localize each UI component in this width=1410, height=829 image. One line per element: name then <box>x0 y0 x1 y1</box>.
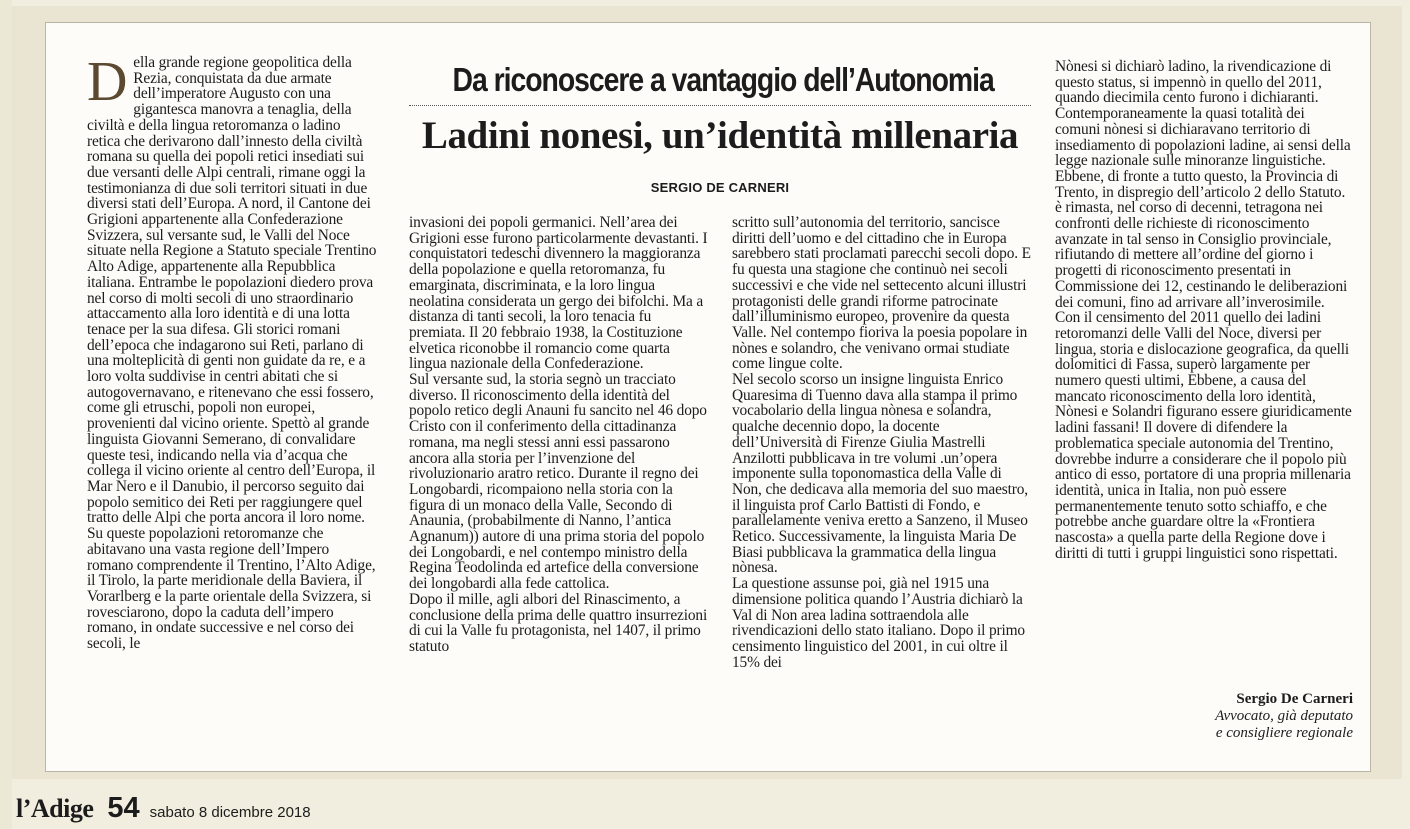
article-column-2 <box>409 215 709 655</box>
paragraph: Sul versante sud, la storia segnò un tracciato diverso. Il riconoscimento della identità del popolo retico degli Anauni fu sancito nel 46 dopo Cristo con il conferimento della cittadinanza romana, ma negli stessi anni essi passarono ancora alla storia per l’invenzione del rivoluzionario aratro retico. Durante il regno dei Longobardi, ricompaiono nella storia con la figura di un monaco della Valle, Secondo di Anaunia, (probabilmente di Nanno, l’antica Agnanum)) autore di una prima storia del popolo dei Longobardi, e nel contempo ministro della Regina Teodolinda ed artefice della conversione dei longobardi alla fede cattolica. <box>409 371 707 593</box>
paragraph: Ebbene, di fronte a tutto questo, la Provincia di Trento, in dispregio dell’articolo 2 dello Statuto. è rimasta, nel corso di decenni, tetragona nei confronti delle richieste di riconoscimento avanzate in tal senso in Consiglio provinciale, rifiutando di mettere all’ordine del giorno i progetti di riconoscimento presentati in Commissione dei 12, cestinando le deliberazioni dei comuni, fino ad arrivare all’inverosimile. Con il censimento del 2011 quello dei ladini retoromanzi delle Valli del Noce, diversi per lingua, storia e dislocazione geografica, da quelli dolomitici di Fassa, superò largamente per numero questi ultimi, Ebbene, a causa del mancato riconoscimento della loro identità, Nònesi e Solandri figurano essere giuridicamente ladini fassani! Il dovere di difendere la problematica speciale autonomia del Trentino, dovrebbe indurre a considerare che il popolo più antico di esso, portatore di una propria millenaria identità, unica in Italia, non può essere permanentemente tenuto sotto schiaffo, e che potrebbe anche guardare oltre la «Frontiera nascosta» a quella parte della Regione dove i diritti di tutti i gruppi linguistici sono rispettati. <box>1055 167 1352 562</box>
paragraph: Dopo il mille, agli albori del Rinascimento, a conclusione della prima delle quattro insurrezioni di cui la Valle fu protagonista, nel 1407, il primo statuto <box>409 590 708 655</box>
kicker-headline: Da riconoscere a vantaggio dell’Autonomia <box>452 61 994 98</box>
paragraph-text: ella grande regione geopolitica della Rezia, conquistata da due armate dell’imperatore Augusto con una gigantesca manovra a tenaglia, della civiltà e della lingua retoromanza o ladino retica che derivarono dall’innesto della civiltà romana su quella dei popoli retici insediati sui due versanti delle Alpi centrali, rimane oggi la testimonianza di due soli territori situati in due diversi stati dell’Europa. A nord, il Cantone dei Grigioni appartenente alla Confederazione Svizzera, sul versante sud, le Valli del Noce situate nella Regione a Statuto speciale Trentino Alto Adige, appartenente alla Repubblica italiana. Entrambe le popolazioni diedero prova nel corso di molti secoli di uno straordinario attaccamento alla loro identità e di una lotta tenace per la sua difesa. Gli storici romani dell’epoca che indagarono sui Reti, parlano di una molteplicità di genti non guidate da re, e a loro volta suddivise in centri abitati che si autogovernavano, e ritenevano che essi fossero, come gli etruschi, popoli non europei, provenienti dal vicino oriente. Spettò al grande linguista Giovanni Semerano, di convalidare queste tesi, indicando nella via d’acqua che collega il vicino oriente al centro dell’Europa, il Mar Nero e il Danubio, il percorso seguito dai popolo semitico dei Reti per raggiungere quel tratto delle Alpi che porta ancora il loro nome. <box>87 54 377 527</box>
signature-role <box>1055 708 1353 742</box>
page-margin-left <box>0 0 12 829</box>
page-footer <box>16 792 311 826</box>
article-title: Ladini nonesi, un’identità millenaria <box>421 114 1019 157</box>
article-clipping <box>45 22 1371 772</box>
paragraph: invasioni dei popoli germanici. Nell’area dei Grigioni esse furono particolarmente devastanti. I conquistatori tedeschi divennero la maggioranza della popolazione e quella retoromanza, fu emarginata, discriminata, e la loro lingua neolatina considerata un gergo dei bifolchi. Ma a distanza di tanti secoli, la loro tenacia fu premiata. Il 20 febbraio 1938, la Costituzione elvetica riconobbe il romancio come quarta lingua nazionale della Confederazione. <box>409 214 708 373</box>
paragraph: Nel secolo scorso un insigne linguista Enrico Quaresima di Tuenno dava alla stampa il primo vocabolario della lingua nònesa e solandra, qualche decennio dopo, la docente dell’Università di Firenze Giulia Mastrelli Anzilotti pubblicava in tre volumi .un’opera imponente sulla toponomastica della Valle di Non, che dedicava alla memoria del suo maestro, il linguista prof Carlo Battisti di Fondo, e parallelamente veniva eretto a Sanzeno, il Museo Retico. Successivamente, la linguista Maria De Biasi pubblicava la grammatica della lingua nònesa. <box>732 371 1028 577</box>
author-signature <box>1055 691 1353 742</box>
drop-cap: D <box>87 51 128 113</box>
signature-role-line-2: e consigliere regionale <box>1215 725 1353 741</box>
page-number: 54 <box>107 792 140 824</box>
paragraph: La questione assunse poi, già nel 1915 una dimensione politica quando l’Austria dichiarò la Val di Non area ladina sottraendola alle rivendicazioni dello stato italiano. Dopo il primo censimento linguistico del 2001, in cui oltre il 15% dei <box>732 575 1025 671</box>
newspaper-page <box>12 6 1402 779</box>
article-column-3 <box>732 215 1032 670</box>
headline-block <box>409 61 1031 158</box>
article-column-1 <box>87 51 377 653</box>
signature-role-line-1: Avvocato, già deputato <box>1215 708 1353 724</box>
article-column-4 <box>1055 59 1353 562</box>
signature-name: Sergio De Carneri <box>1236 691 1353 707</box>
first-paragraph <box>87 51 377 527</box>
issue-date: sabato 8 dicembre 2018 <box>149 804 311 821</box>
paragraph: scritto sull’autonomia del territorio, sancisce diritti dell’uomo e del cittadino che in Europa sarebbero stati proclamati parecchi secoli dopo. E fu questa una stagione che continuò nei secoli successivi e che vide nel settecento alcuni illustri protagonisti delle grandi riforme patrocinate dall’illuminismo europeo, provenire da questa Valle. Nel contempo fioriva la poesia popolare in nònes e solandro, che venivano ormai studiate come lingue colte. <box>732 214 1031 373</box>
byline: SERGIO DE CARNERI <box>650 180 790 195</box>
newspaper-logo: l’Adige <box>16 794 94 823</box>
paragraph: Su queste popolazioni retoromanze che abitavano una vasta regione dell’Impero romano comprendente il Trentino, l’Alto Adige, il Tirolo, la parte meridionale della Baviera, il Vorarlberg e la parte orientale della Svizzera, si rovesciarono, dopo la caduta dell’impero romano, in ondate successive e nel corso dei secoli, le <box>87 525 376 653</box>
headline-divider <box>409 105 1031 106</box>
paragraph: Nònesi si dichiarò ladino, la rivendicazione di questo status, si impennò in quello del 2011, quando diecimila cento furono i dichiaranti. Contemporaneamente la quasi totalità dei comuni nònesi si dichiaravano territorio di insediamento di popolazioni ladine, ai sensi della legge nazionale sulle minoranze linguistiche. <box>1055 58 1351 170</box>
